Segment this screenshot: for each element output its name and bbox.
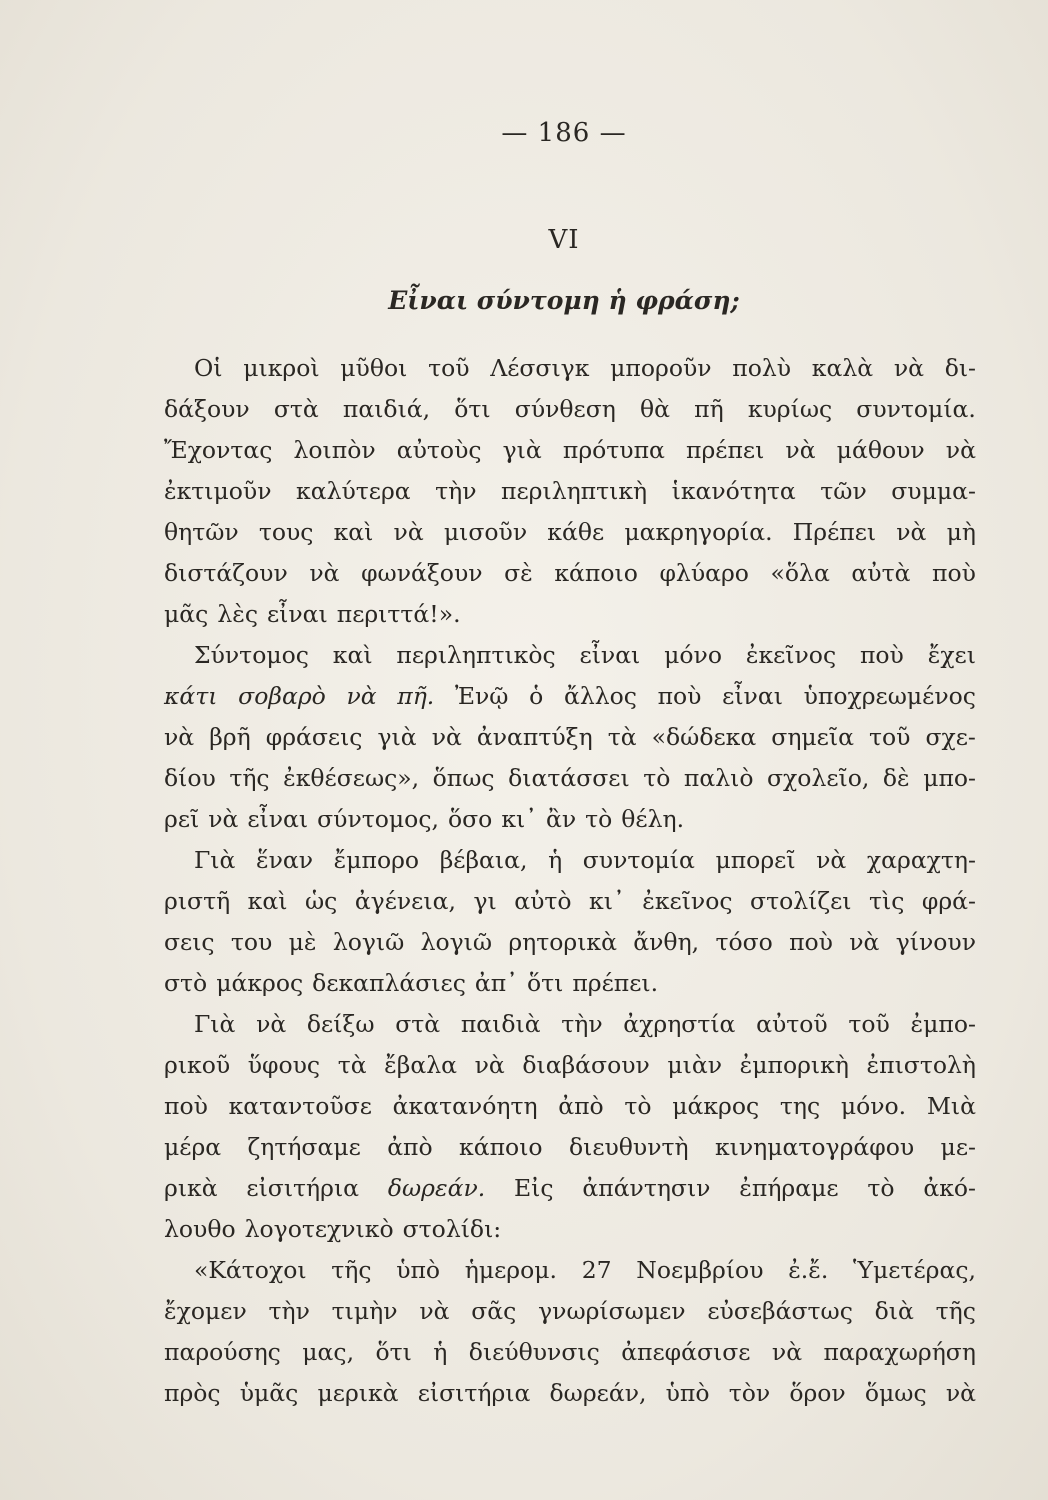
body-text — [164, 348, 976, 1414]
text-line: Γιὰ ἕναν ἔμπορο βέβαια, ἡ συντομία μπορεῖ νὰ χαραχτη- — [194, 846, 976, 874]
text-line: ρεῖ νὰ εἶναι σύντομος, ὅσο κι᾿ ἂν τὸ θέλη. — [164, 805, 685, 833]
page-number: — 186 — — [501, 118, 627, 148]
text-line: παρούσης μας, ὅτι ἡ διεύθυνσις ἀπεφάσισε νὰ παραχωρήση — [164, 1338, 976, 1366]
text-line: νὰ βρῆ φράσεις γιὰ νὰ ἀναπτύξη τὰ «δώδεκα σημεῖα τοῦ σχε- — [164, 723, 976, 751]
section-title: Εἶναι σύντομη ἡ φράση; — [388, 286, 740, 315]
text-line: θητῶν τους καὶ νὰ μισοῦν κάθε μακρηγορία. Πρέπει νὰ μὴ — [164, 518, 976, 546]
section-numeral: VI — [548, 225, 580, 255]
text-line: μέρα ζητήσαμε ἀπὸ κάποιο διευθυντὴ κινηματογράφου με- — [164, 1133, 976, 1161]
text-line: Οἱ μικροὶ μῦθοι τοῦ Λέσσιγκ μποροῦν πολὺ καλὰ νὰ δι- — [194, 354, 976, 382]
text-line: κάτι σοβαρὸ νὰ πῆ. Ἐνῷ ὁ ἄλλος ποὺ εἶναι ὑποχρεωμένος — [164, 682, 976, 710]
text-line: ἐκτιμοῦν καλύτερα τὴν περιληπτικὴ ἱκανότητα τῶν συμμα- — [164, 477, 976, 505]
text-line: στὸ μάκρος δεκαπλάσιες ἀπ᾿ ὅτι πρέπει. — [164, 969, 659, 997]
text-line: δάξουν στὰ παιδιά, ὅτι σύνθεση θὰ πῆ κυρίως συντομία. — [164, 395, 976, 423]
text-line: λουθο λογοτεχνικὸ στολίδι: — [164, 1215, 502, 1243]
text-line: ρικὰ εἰσιτήρια δωρεάν. Εἰς ἀπάντησιν ἐπήραμε τὸ ἀκό- — [164, 1174, 976, 1202]
text-line: μᾶς λὲς εἶναι περιττά!». — [164, 600, 461, 628]
text-line: διστάζουν νὰ φωνάξουν σὲ κάποιο φλύαρο «ὅλα αὐτὰ ποὺ — [164, 559, 976, 587]
text-line: «Κάτοχοι τῆς ὑπὸ ἡμερομ. 27 Νοεμβρίου ἐ.ἔ. Ὑμετέρας, — [194, 1256, 976, 1284]
text-line: πρὸς ὑμᾶς μερικὰ εἰσιτήρια δωρεάν, ὑπὸ τὸν ὅρον ὅμως νὰ — [164, 1379, 976, 1407]
text-line: Σύντομος καὶ περιληπτικὸς εἶναι μόνο ἐκεῖνος ποὺ ἔχει — [194, 641, 976, 669]
text-line: ἔχομεν τὴν τιμὴν νὰ σᾶς γνωρίσωμεν εὐσεβάστως διὰ τῆς — [164, 1297, 976, 1325]
text-line: σεις του μὲ λογιῶ λογιῶ ρητορικὰ ἄνθη, τόσο ποὺ νὰ γίνουν — [164, 928, 976, 956]
text-line: ποὺ καταντοῦσε ἀκατανόητη ἀπὸ τὸ μάκρος της μόνο. Μιὰ — [164, 1092, 976, 1120]
text-line: ρικοῦ ὕφους τὰ ἔβαλα νὰ διαβάσουν μιὰν ἐμπορικὴ ἐπιστολὴ — [164, 1051, 976, 1079]
text-line: ριστῆ καὶ ὡς ἀγένεια, γι αὐτὸ κι᾿ ἐκεῖνος στολίζει τὶς φρά- — [164, 887, 976, 915]
text-line: δίου τῆς ἐκθέσεως», ὅπως διατάσσει τὸ παλιὸ σχολεῖο, δὲ μπο- — [164, 764, 976, 792]
text-line: Γιὰ νὰ δείξω στὰ παιδιὰ τὴν ἀχρηστία αὐτοῦ τοῦ ἐμπο- — [194, 1010, 976, 1038]
text-line: Ἔχοντας λοιπὸν αὐτοὺς γιὰ πρότυπα πρέπει νὰ μάθουν νὰ — [164, 436, 976, 464]
